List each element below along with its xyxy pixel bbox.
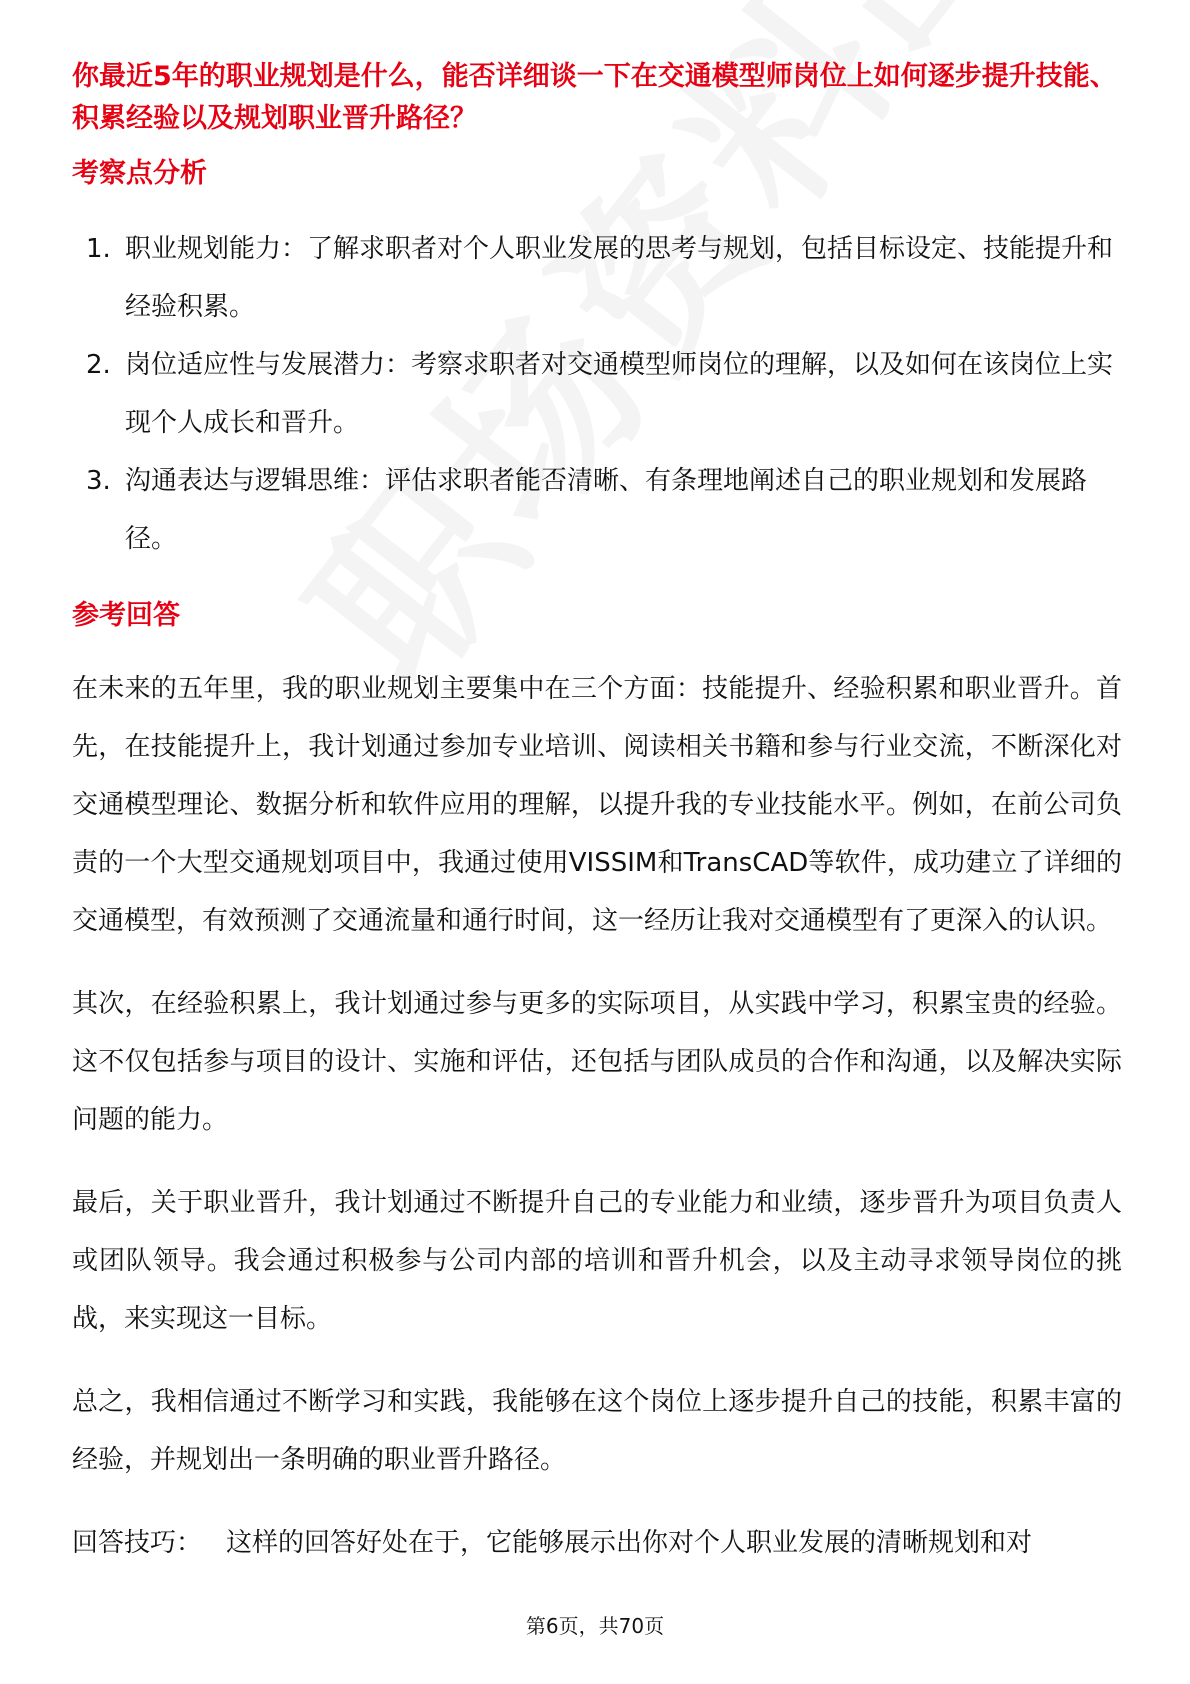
answer-paragraph: 其次，在经验积累上，我计划通过参与更多的实际项目，从实践中学习，积累宝贵的经验。这不仅包括参与项目的设计、实施和评估，还包括与团队成员的合作和沟通，以及解决实际问题的能力。 (72, 989, 1122, 1135)
answer-title: 参考回答 (72, 600, 180, 631)
tips-text: 这样的回答好处在于，它能够展示出你对个人职业发展的清晰规划和对 (226, 1528, 1033, 1558)
question-heading: 你最近5年的职业规划是什么，能否详细谈一下在交通模型师岗位上如何逐步提升技能、积累经验以及规划职业晋升路径？ (72, 61, 1117, 134)
analysis-point (72, 336, 1122, 452)
point-number: 2. (86, 350, 111, 380)
answer-paragraph: 最后，关于职业晋升，我计划通过不断提升自己的专业能力和业绩，逐步晋升为项目负责人或团队领导。我会通过积极参与公司内部的培训和晋升机会，以及主动寻求领导岗位的挑战，来实现这一目标。 (72, 1188, 1122, 1334)
point-text: 沟通表达与逻辑思维：评估求职者能否清晰、有条理地阐述自己的职业规划和发展路径。 (125, 466, 1088, 554)
analysis-point (72, 220, 1122, 336)
point-text: 岗位适应性与发展潜力：考察求职者对交通模型师岗位的理解，以及如何在该岗位上实现个人成长和晋升。 (125, 350, 1114, 438)
answer-tips (72, 1514, 1122, 1572)
document-content (72, 56, 1122, 1572)
answer-paragraph: 在未来的五年里，我的职业规划主要集中在三个方面：技能提升、经验积累和职业晋升。首先，在技能提升上，我计划通过参加专业培训、阅读相关书籍和参与行业交流，不断深化对交通模型理论、数据分析和软件应用的理解，以提升我的专业技能水平。例如，在前公司负责的一个大型交通规划项目中，我通过使用VISSIM和TransCAD等软件，成功建立了详细的交通模型，有效预测了交通流量和通行时间，这一经历让我对交通模型有了更深入的认识。 (72, 674, 1122, 936)
analysis-points-list (72, 220, 1122, 568)
page-indicator: 第6页，共70页 (525, 1614, 665, 1638)
point-number: 1. (86, 234, 111, 264)
point-number: 3. (86, 466, 111, 496)
tips-label: 回答技巧： (72, 1528, 203, 1558)
analysis-point (72, 452, 1122, 568)
point-text: 职业规划能力：了解求职者对个人职业发展的思考与规划，包括目标设定、技能提升和经验积累。 (125, 234, 1114, 322)
answer-paragraph: 总之，我相信通过不断学习和实践，我能够在这个岗位上逐步提升自己的技能，积累丰富的经验，并规划出一条明确的职业晋升路径。 (72, 1387, 1122, 1475)
analysis-title: 考察点分析 (72, 158, 207, 189)
